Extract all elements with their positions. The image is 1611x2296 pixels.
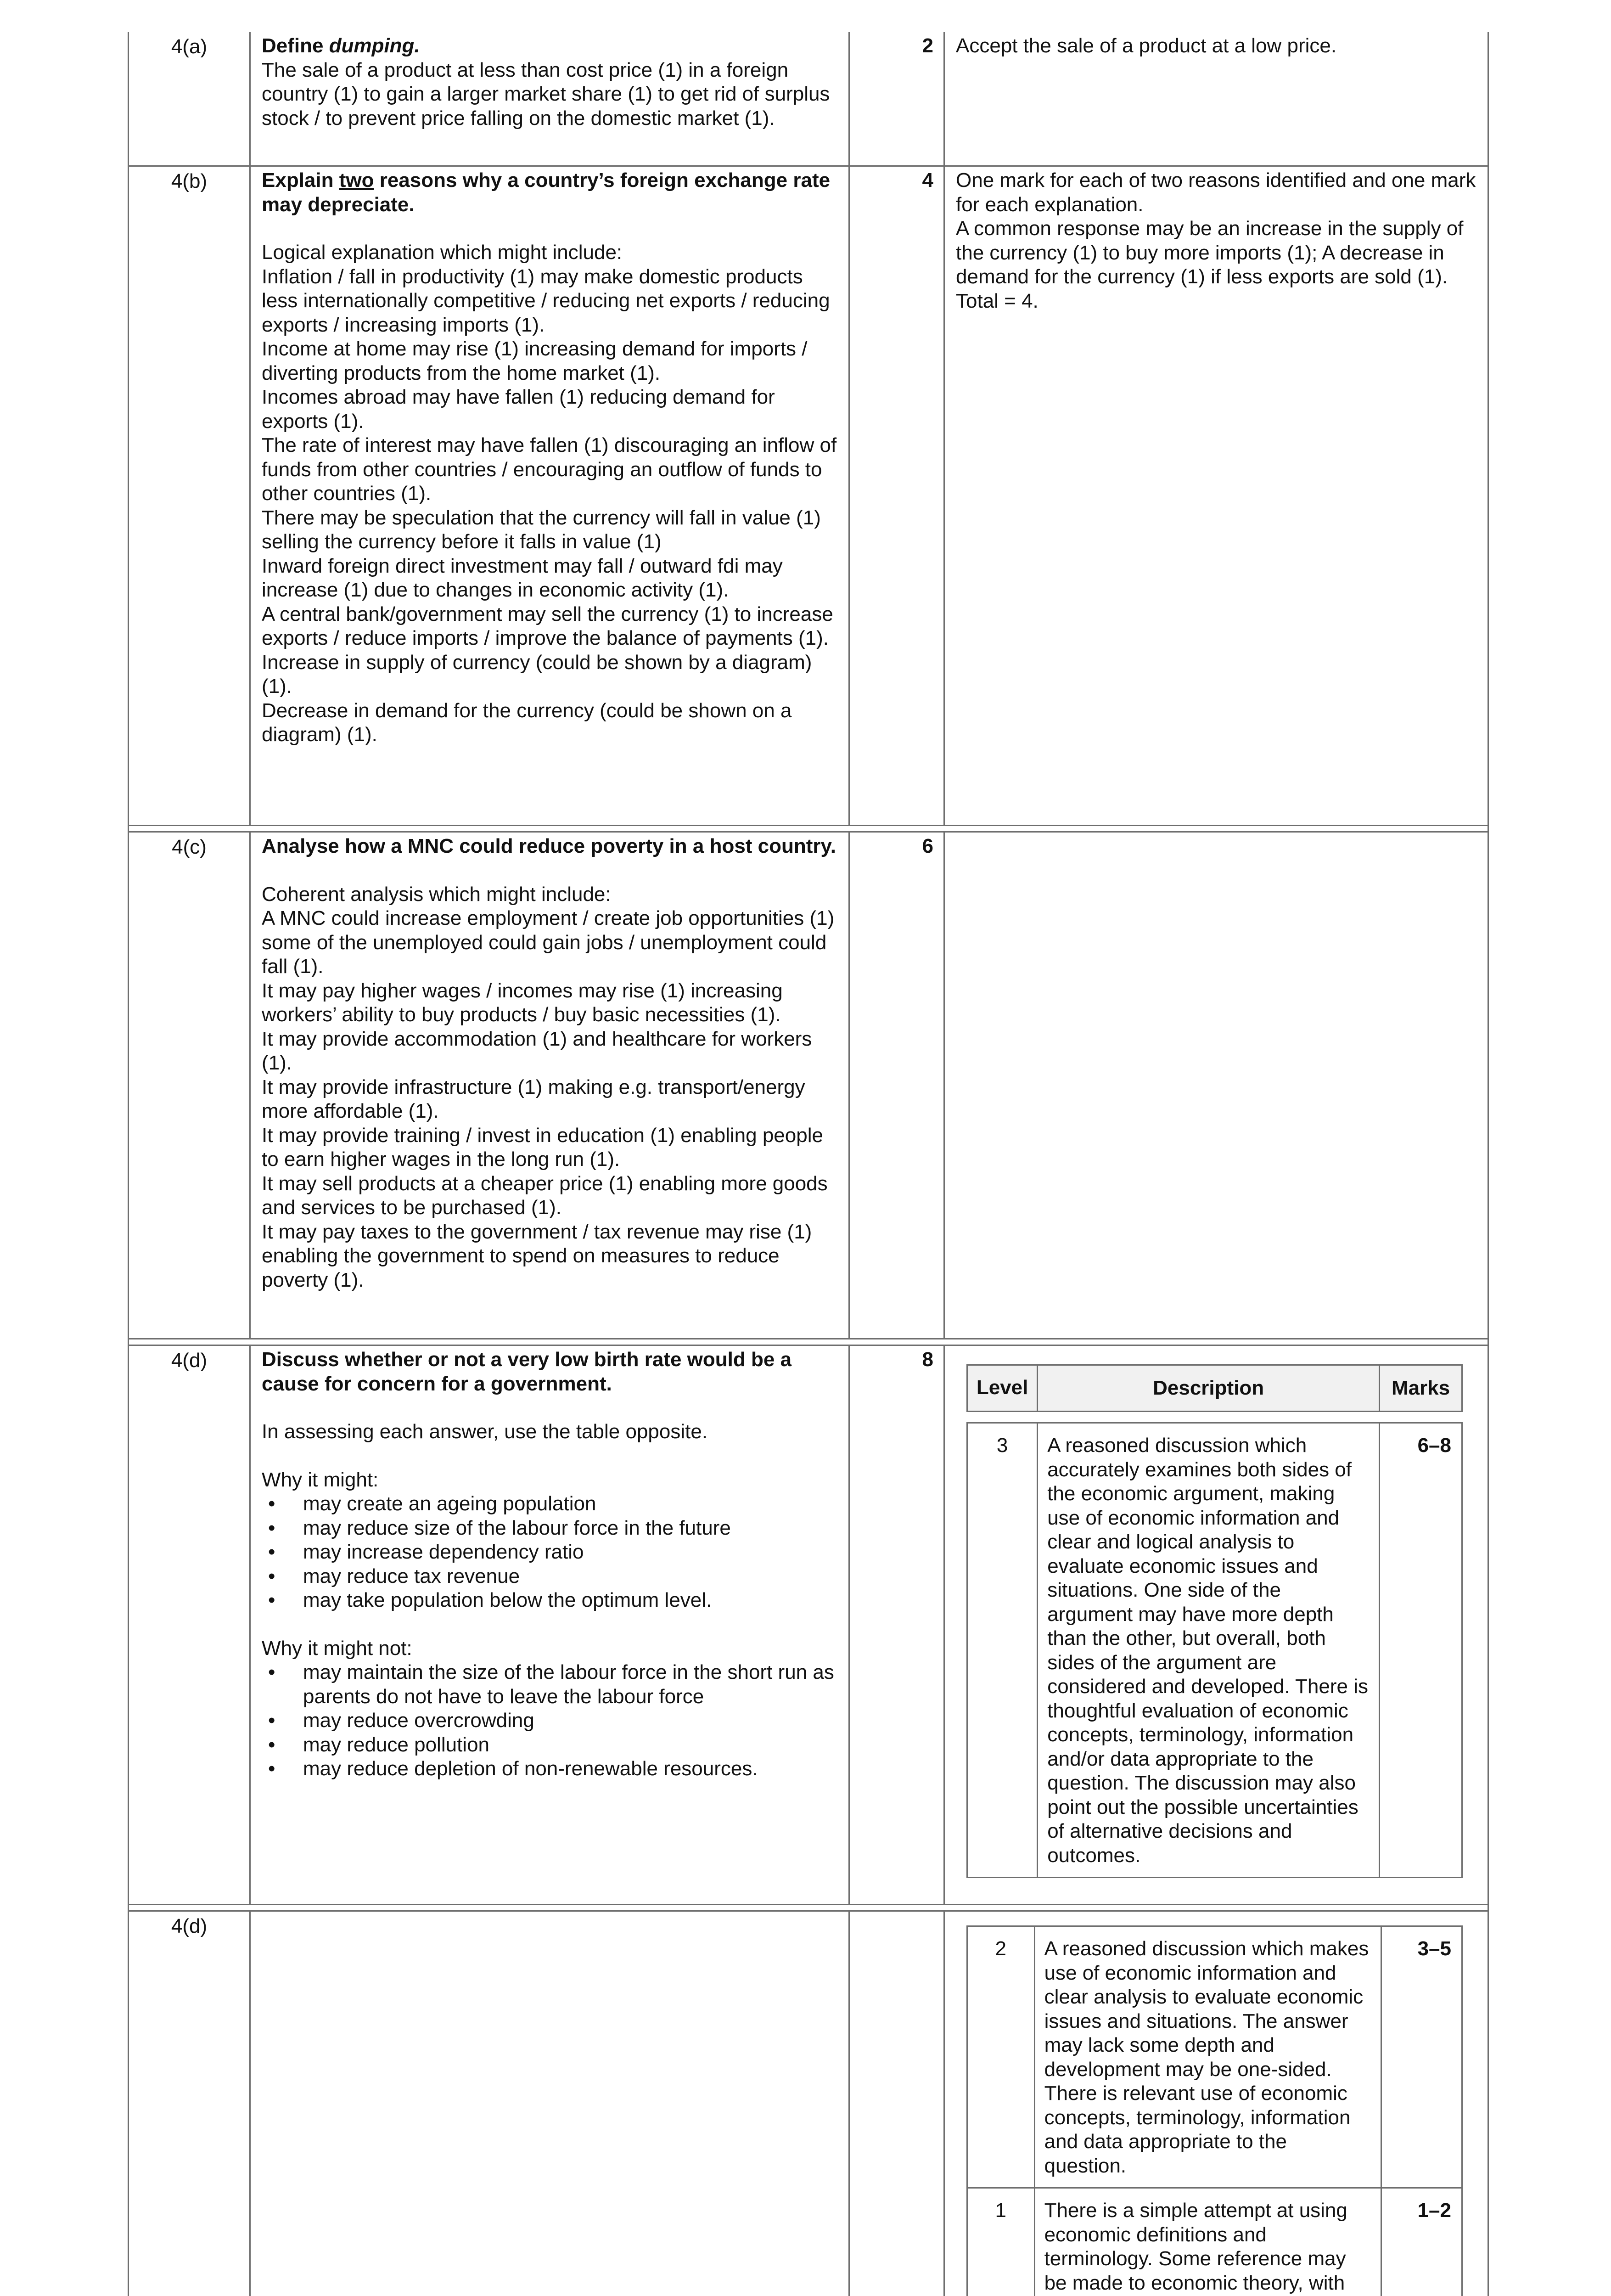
guidance-cell: One mark for each of two reasons identified and one mark for each explanation. A common response may be an increase in the supply of the currency (1) to buy more imports (1); A decrease in demand for the currency (1) if less exports are sold (1). Total = 4. [956, 169, 1476, 312]
answer-cell [251, 1912, 850, 2296]
level-row [967, 1926, 1462, 2188]
answer-line: Income at home may rise (1) increasing demand for imports / diverting products from the home market (1). [262, 338, 808, 384]
level-descriptor-table-continued [966, 1925, 1463, 2296]
answer-cell [251, 833, 850, 1338]
answer-cell [251, 32, 850, 165]
header-marks: Marks [1380, 1365, 1462, 1412]
question-number: 4(b) [129, 167, 251, 825]
answer-line: It may provide accommodation (1) and healthcare for workers (1). [262, 1027, 812, 1074]
answer-cell [251, 1346, 850, 1904]
underlined-word: two [339, 169, 374, 191]
spacer [262, 859, 841, 883]
answer-line: The rate of interest may have fallen (1) discouraging an inflow of funds from other countries / encouraging an outflow of funds to other countries (1). [262, 434, 837, 505]
spacer [262, 1613, 841, 1637]
bullet-item: • may reduce size of the labour force in the future [262, 1516, 841, 1541]
answer-line: Inward foreign direct investment may fall / outward fdi may increase (1) due to changes in economic activity (1). [262, 554, 783, 601]
answer-line: It may pay higher wages / incomes may rise (1) increasing workers’ ability to buy products / buy basic necessities (1). [262, 979, 783, 1026]
marks-cell [850, 1912, 945, 2296]
question-title: Analyse how a MNC could reduce poverty in a host country. [262, 835, 836, 857]
level-row [967, 1423, 1462, 1878]
answer-line: It may provide infrastructure (1) making e.g. transport/energy more affordable (1). [262, 1075, 805, 1122]
answer-line: Increase in supply of currency (could be shown by a diagram) (1). [262, 651, 812, 698]
bullet-item: • may reduce depletion of non-renewable resources. [262, 1757, 841, 1781]
row-divider [129, 825, 1488, 826]
spacer [262, 1444, 841, 1468]
why-not-heading: Why it might not: [262, 1637, 412, 1660]
row-divider [129, 1338, 1488, 1339]
guidance-cell [945, 1346, 1488, 1904]
row-divider [129, 1904, 1488, 1905]
answer-line: There may be speculation that the currency will fall in value (1) selling the currency before it falls in value (1) [262, 506, 821, 553]
bullet-item: • may reduce tax revenue [262, 1564, 841, 1589]
question-row-4d-continued [129, 1912, 1488, 2296]
marks-cell: 4 [850, 167, 945, 825]
guidance-cell: Accept the sale of a product at a low price. [956, 34, 1337, 57]
level-descriptor-table [966, 1364, 1463, 1878]
answer-intro: Coherent analysis which might include: [262, 883, 611, 906]
bullet-item: • may reduce overcrowding [262, 1709, 841, 1733]
level-description: A reasoned discussion which accurately examines both sides of the economic argument, making use of economic information and clear and logical analysis to evaluate economic issues and situations. One side of the argument may have more depth than the other, but overall, both sides of the argument are considered and developed. There is thoughtful evaluation of economic concepts, terminology, information and/or data appropriate to the question. The discussion may also point out the possible uncertainties of alternative decisions and outcomes. [1038, 1423, 1380, 1878]
question-row-4d [129, 1346, 1488, 1904]
level-description: A reasoned discussion which makes use of economic information and clear analysis to evaluate economic issues and situations. The answer may lack some depth and development may be one-sided. There is relevant use of economic concepts, terminology, information and data appropriate to the question. [1034, 1926, 1381, 2188]
answer-text: The sale of a product at less than cost price (1) in a foreign country (1) to gain a larger market share (1) to get rid of surplus stock / to prevent price falling on the domestic market (1). [262, 58, 830, 129]
bullet-item: • may maintain the size of the labour force in the short run as parents do not have to leave the labour force [262, 1660, 841, 1709]
answer-cell [251, 167, 850, 825]
guidance-cell [945, 1912, 1488, 2296]
answer-line: It may pay taxes to the government / tax revenue may rise (1) enabling the government to spend on measures to reduce poverty (1). [262, 1220, 812, 1291]
level-number: 2 [967, 1926, 1035, 2188]
why-heading: Why it might: [262, 1468, 379, 1491]
answer-line: Inflation / fall in productivity (1) may make domestic products less internationally competitive / reducing net exports / reducing exports / increasing imports (1). [262, 265, 830, 336]
question-title: Explain two reasons why a country’s foreign exchange rate may depreciate. [262, 169, 831, 216]
header-level: Level [967, 1365, 1038, 1412]
level-number: 1 [967, 2188, 1035, 2296]
bullet-item: • may increase dependency ratio [262, 1540, 841, 1564]
header-description: Description [1038, 1365, 1380, 1412]
marks-cell: 6 [850, 833, 945, 1338]
answer-line: It may sell products at a cheaper price (1) enabling more goods and services to be purchased (1). [262, 1172, 828, 1219]
spacer [262, 1396, 841, 1420]
level-table-header [967, 1365, 1462, 1412]
question-row-4b [129, 167, 1488, 825]
question-number: 4(a) [129, 32, 251, 165]
answer-intro: Logical explanation which might include: [262, 241, 623, 264]
spacer [262, 217, 841, 241]
question-row-4c [129, 833, 1488, 1338]
marks-cell: 8 [850, 1346, 945, 1904]
question-title-emphasis: dumping. [329, 34, 420, 57]
table-spacer [967, 1412, 1462, 1423]
question-title: Define dumping. [262, 34, 420, 57]
bullet-item: • may reduce pollution [262, 1733, 841, 1757]
level-number: 3 [967, 1423, 1038, 1878]
answer-line: Incomes abroad may have fallen (1) reducing demand for exports (1). [262, 386, 775, 433]
bullet-item: • may take population below the optimum level. [262, 1588, 841, 1613]
answer-line: Decrease in demand for the currency (could be shown on a diagram) (1). [262, 699, 792, 746]
guidance-cell [945, 833, 1488, 1338]
question-number: 4(c) [129, 833, 251, 1338]
answer-line: It may provide training / invest in education (1) enabling people to earn higher wages in the long run (1). [262, 1124, 823, 1171]
level-row [967, 2188, 1462, 2296]
answer-line: A MNC could increase employment / create job opportunities (1) some of the unemployed could gain jobs / unemployment could fall (1). [262, 907, 835, 978]
question-title: Discuss whether or not a very low birth rate would be a cause for concern for a government. [262, 1348, 792, 1395]
mark-scheme-table [128, 32, 1489, 2296]
answer-intro: In assessing each answer, use the table opposite. [262, 1420, 708, 1443]
bullet-item: • may create an ageing population [262, 1492, 841, 1516]
marks-cell: 2 [850, 32, 945, 165]
answer-line: A central bank/government may sell the currency (1) to increase exports / reduce imports / improve the balance of payments (1). [262, 602, 833, 649]
level-description: There is a simple attempt at using economic definitions and terminology. Some reference may be made to economic theory, with [1034, 2188, 1381, 2296]
question-row-4a [129, 32, 1488, 165]
level-marks: 6–8 [1380, 1423, 1462, 1878]
question-number: 4(d) [129, 1912, 251, 2296]
level-marks: 3–5 [1381, 1926, 1462, 2188]
question-number: 4(d) [129, 1346, 251, 1904]
level-marks: 1–2 [1381, 2188, 1462, 2296]
